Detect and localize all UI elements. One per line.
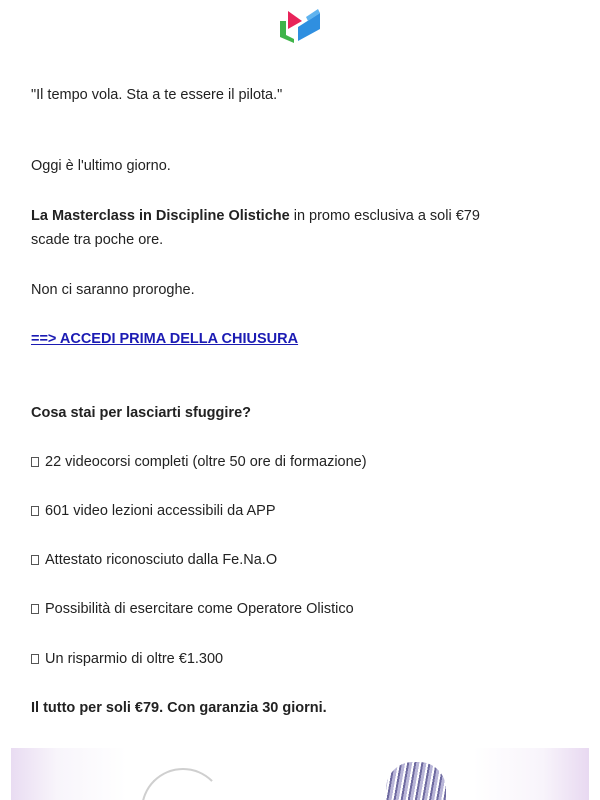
section-heading: Cosa stai per lasciarti sfuggire?	[31, 405, 251, 421]
benefit-item: Un risparmio di oltre €1.300	[31, 648, 223, 670]
benefit-item: Possibilità di esercitare come Operatore Olistico	[31, 598, 354, 620]
offer-text: La Masterclass in Discipline Olistiche in promo esclusiva a soli €79 scade tra poche ore.	[31, 208, 480, 248]
no-extension-text: Non ci saranno proroghe.	[31, 282, 195, 298]
checkbox-icon	[31, 604, 39, 614]
benefit-item: Attestato riconosciuto dalla Fe.Na.O	[31, 549, 277, 571]
checkbox-icon	[31, 506, 39, 516]
brand-logo-icon	[278, 7, 322, 43]
checkbox-icon	[31, 654, 39, 664]
closing-text: Il tutto per soli €79. Con garanzia 30 giorni.	[31, 700, 327, 716]
character-illustration	[386, 762, 446, 800]
benefit-item: 22 videocorsi completi (oltre 50 ore di formazione)	[31, 451, 367, 473]
benefit-item: 601 video lezioni accessibili da APP	[31, 500, 276, 522]
last-day-text: Oggi è l'ultimo giorno.	[31, 158, 171, 174]
checkbox-icon	[31, 457, 39, 467]
swirl-decoration	[141, 768, 225, 800]
quote-text: "Il tempo vola. Sta a te essere il pilota."	[31, 87, 283, 103]
cta-link[interactable]: ==> ACCEDI PRIMA DELLA CHIUSURA	[31, 331, 299, 347]
offer-title: La Masterclass in Discipline Olistiche	[31, 208, 290, 224]
checkbox-icon	[31, 555, 39, 565]
illustration-banner	[11, 748, 589, 800]
